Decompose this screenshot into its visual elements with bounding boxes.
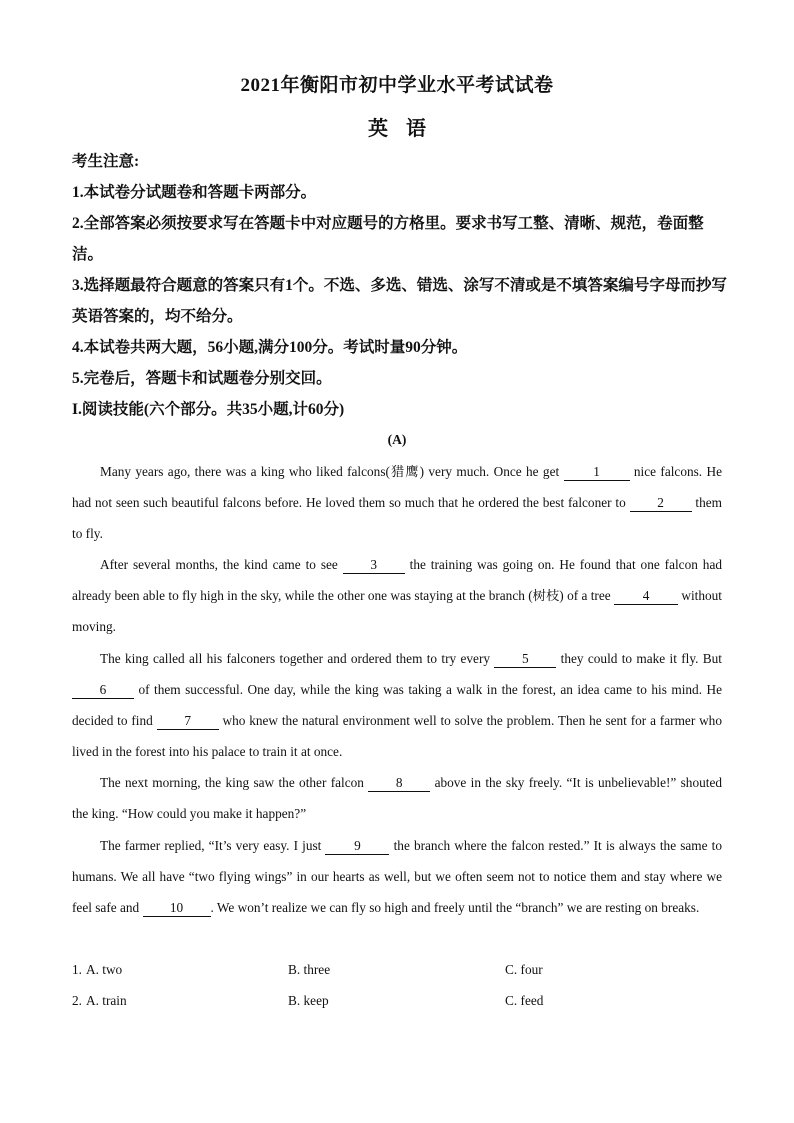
blank-5: 5 [494,651,556,668]
paragraph-text: The king called all his falconers together and ordered them to try every [100,651,495,666]
notice-item-3: 3.选择题最符合题意的答案只有1个。不选、多选、错选、涂写不清或是不填答案编号字母而抄写英语答案的，均不给分。 [72,277,727,325]
paragraph-text: The next morning, the king saw the other falcon [100,775,369,790]
paragraph-text: of them successful. One day, while the king was taking a walk in the forest, an idea came to his mind. He decided to find [72,682,722,728]
question-2-options [72,993,722,1013]
passage-paragraph-2 [72,549,722,642]
paragraph-text: . We won’t realize we can fly so high and freely until the “branch” we are resting on breaks. [210,900,700,915]
blank-1: 1 [564,464,630,481]
notice-item-5: 5.完卷后，答题卡和试题卷分别交回。 [72,370,332,387]
paragraph-text: After several months, the kind came to see [100,557,343,572]
blank-6: 6 [72,682,134,699]
blank-7: 7 [157,713,219,730]
option-c[interactable]: C. four [505,962,543,977]
exam-title: 2021年衡阳市初中学业水平考试试卷 [240,75,554,96]
blank-4: 4 [614,588,678,605]
paragraph-text: Many years ago, there was a king who liked falcons(猎鹰) very much. Once he get [100,464,564,479]
paragraph-text: the training was going on. He found that one falcon had already been able to fly high in the sky, while the other one was staying at the branch (树枝) of a tree [72,557,722,603]
notice-item-4: 4.本试卷共两大题，56小题,满分100分。考试时量90分钟。 [72,339,468,356]
blank-3: 3 [343,557,405,574]
paragraph-text: the branch where the falcon rested.” It is always the same to humans. We all have “two flying wings” in our hearts as well, but we often seem not to notice them and stay where we feel safe and [72,838,722,915]
passage-paragraph-4 [72,767,722,829]
paragraph-text: The farmer replied, “It’s very easy. I just [100,838,326,853]
paragraph-text: nice falcons. He had not seen such beautiful falcons before. He loved them so much that he ordered the best falconer to [72,464,722,510]
notice-item-2: 2.全部答案必须按要求写在答题卡中对应题号的方格里。要求书写工整、清晰、规范，卷面整洁。 [72,215,704,263]
option-a[interactable]: A. train [86,993,127,1008]
passage-label: (A) [387,432,407,447]
passage-paragraph-5 [72,830,722,923]
question-number: 2. [72,993,82,1008]
option-b[interactable]: B. keep [288,993,329,1008]
paragraph-text: they could to make it fly. But [556,651,722,666]
blank-2: 2 [630,495,692,512]
option-a[interactable]: A. two [86,962,123,977]
blank-10: 10 [143,900,211,917]
blank-8: 8 [368,775,430,792]
paragraph-text: who knew the natural environment well to solve the problem. Then he sent for a farmer who lived in the forest into his palace to train it at once. [72,713,722,759]
paragraph-text: them to fly. [72,495,722,541]
section-heading: I.阅读技能(六个部分。共35小题,计60分) [72,401,345,418]
notice-item-1: 1.本试卷分试题卷和答题卡两部分。 [72,184,317,201]
paragraph-text: above in the sky freely. “It is unbelievable!” shouted the king. “How could you make it happen?” [72,775,722,821]
paragraph-text: without moving. [72,588,722,634]
passage-paragraph-1 [72,456,722,549]
option-c[interactable]: C. feed [505,993,544,1008]
question-1-options [72,962,722,982]
option-b[interactable]: B. three [288,962,331,977]
notice-heading: 考生注意: [72,153,140,170]
blank-9: 9 [325,838,389,855]
question-number: 1. [72,962,82,977]
subject-title: 英语 [368,118,444,140]
passage-paragraph-3 [72,643,722,767]
